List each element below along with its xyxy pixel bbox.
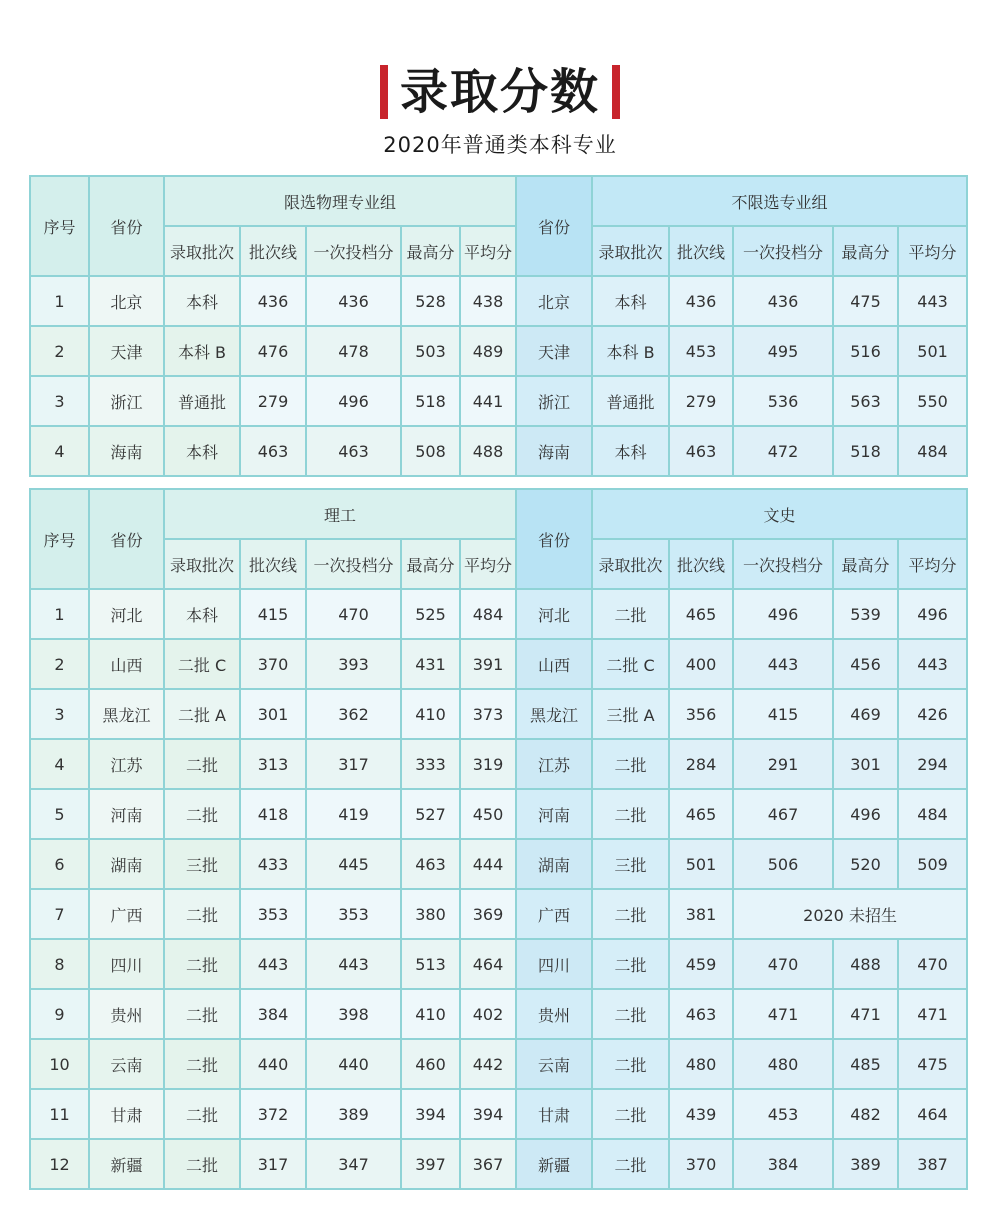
- cell-value: 317: [240, 1139, 306, 1189]
- header-left-col: 平均分: [460, 226, 516, 276]
- cell-value: 550: [898, 376, 967, 426]
- cell-value: 本科 B: [164, 326, 240, 376]
- cell-value: 478: [306, 326, 401, 376]
- cell-province: 广西: [516, 889, 592, 939]
- cell-value: 484: [898, 789, 967, 839]
- cell-province: 新疆: [89, 1139, 164, 1189]
- cell-value: 367: [460, 1139, 516, 1189]
- cell-province: 河北: [516, 589, 592, 639]
- cell-value: 513: [401, 939, 460, 989]
- cell-value: 三批: [164, 839, 240, 889]
- cell-value: 464: [460, 939, 516, 989]
- header-left-col: 批次线: [240, 226, 306, 276]
- cell-value: 三批: [592, 839, 669, 889]
- cell-value: 本科: [592, 276, 669, 326]
- cell-seq: 5: [30, 789, 89, 839]
- cell-province: 甘肃: [89, 1089, 164, 1139]
- cell-province: 浙江: [89, 376, 164, 426]
- cell-value: 389: [833, 1139, 898, 1189]
- cell-value: 二批: [592, 1089, 669, 1139]
- table-row: [30, 639, 967, 689]
- cell-value: 471: [833, 989, 898, 1039]
- cell-value: 284: [669, 739, 733, 789]
- header-row-group: [30, 489, 967, 539]
- cell-value: 444: [460, 839, 516, 889]
- title-bar-left: [380, 65, 388, 119]
- cell-seq: 2: [30, 326, 89, 376]
- header-right-col: 平均分: [898, 539, 967, 589]
- table-row: [30, 589, 967, 639]
- header-left-group: 理工: [164, 489, 516, 539]
- table-row: [30, 939, 967, 989]
- table-row: [30, 789, 967, 839]
- cell-value: 433: [240, 839, 306, 889]
- cell-value: 本科 B: [592, 326, 669, 376]
- cell-value: 二批: [164, 739, 240, 789]
- cell-value: 370: [240, 639, 306, 689]
- score-table-2: [29, 488, 968, 1190]
- cell-seq: 12: [30, 1139, 89, 1189]
- table-row: [30, 689, 967, 739]
- cell-value: 508: [401, 426, 460, 476]
- header-right-col: 录取批次: [592, 226, 669, 276]
- cell-value: 410: [401, 989, 460, 1039]
- cell-value: 518: [401, 376, 460, 426]
- cell-value: 279: [240, 376, 306, 426]
- cell-province: 甘肃: [516, 1089, 592, 1139]
- cell-value: 二批: [164, 1039, 240, 1089]
- table-row: [30, 1089, 967, 1139]
- cell-province: 天津: [516, 326, 592, 376]
- cell-seq: 1: [30, 276, 89, 326]
- header-row-group: [30, 176, 967, 226]
- cell-value: 380: [401, 889, 460, 939]
- cell-value: 536: [733, 376, 833, 426]
- cell-value: 373: [460, 689, 516, 739]
- header-left-col: 录取批次: [164, 226, 240, 276]
- cell-seq: 8: [30, 939, 89, 989]
- cell-value: 本科: [164, 426, 240, 476]
- header-right-col: 录取批次: [592, 539, 669, 589]
- cell-value: 464: [898, 1089, 967, 1139]
- cell-value: 472: [733, 426, 833, 476]
- cell-value: 418: [240, 789, 306, 839]
- cell-value: 463: [669, 426, 733, 476]
- score-table-2-body: [30, 489, 967, 1189]
- cell-value: 三批 A: [592, 689, 669, 739]
- header-left-group: 限选物理专业组: [164, 176, 516, 226]
- header-left-col: 平均分: [460, 539, 516, 589]
- cell-value: 301: [833, 739, 898, 789]
- table-row: [30, 889, 967, 939]
- cell-value: 二批: [592, 939, 669, 989]
- cell-value: 二批: [164, 789, 240, 839]
- cell-value: 381: [669, 889, 733, 939]
- header-province-right: 省份: [516, 489, 592, 589]
- cell-province: 山西: [89, 639, 164, 689]
- cell-value: 480: [669, 1039, 733, 1089]
- header-right-col: 批次线: [669, 539, 733, 589]
- cell-value: 439: [669, 1089, 733, 1139]
- table-row: [30, 376, 967, 426]
- cell-value: 387: [898, 1139, 967, 1189]
- cell-value: 484: [460, 589, 516, 639]
- cell-seq: 6: [30, 839, 89, 889]
- cell-value: 415: [240, 589, 306, 639]
- cell-value: 516: [833, 326, 898, 376]
- cell-value: 394: [401, 1089, 460, 1139]
- cell-value: 470: [898, 939, 967, 989]
- cell-value: 496: [306, 376, 401, 426]
- cell-value: 291: [733, 739, 833, 789]
- cell-province: 湖南: [89, 839, 164, 889]
- cell-province: 海南: [516, 426, 592, 476]
- cell-value: 二批: [164, 989, 240, 1039]
- cell-value: 二批: [164, 939, 240, 989]
- score-table-1: [29, 175, 968, 477]
- cell-value: 443: [306, 939, 401, 989]
- cell-value: 463: [240, 426, 306, 476]
- cell-value: 384: [240, 989, 306, 1039]
- title-bar-right: [612, 65, 620, 119]
- cell-value: 503: [401, 326, 460, 376]
- cell-value: 431: [401, 639, 460, 689]
- cell-province: 江苏: [516, 739, 592, 789]
- cell-value: 440: [240, 1039, 306, 1089]
- cell-seq: 10: [30, 1039, 89, 1089]
- cell-value: 389: [306, 1089, 401, 1139]
- cell-seq: 4: [30, 739, 89, 789]
- cell-value: 317: [306, 739, 401, 789]
- cell-value: 456: [833, 639, 898, 689]
- cell-value: 426: [898, 689, 967, 739]
- cell-value: 442: [460, 1039, 516, 1089]
- cell-value: 419: [306, 789, 401, 839]
- cell-value: 527: [401, 789, 460, 839]
- header-left-col: 录取批次: [164, 539, 240, 589]
- cell-value: 本科: [592, 426, 669, 476]
- cell-province: 新疆: [516, 1139, 592, 1189]
- cell-value: 485: [833, 1039, 898, 1089]
- header-seq: 序号: [30, 176, 89, 276]
- header-left-col: 批次线: [240, 539, 306, 589]
- cell-value: 353: [240, 889, 306, 939]
- cell-value: 469: [833, 689, 898, 739]
- cell-value: 465: [669, 789, 733, 839]
- cell-value: 391: [460, 639, 516, 689]
- cell-province: 河南: [89, 789, 164, 839]
- cell-value: 二批: [592, 1039, 669, 1089]
- cell-value: 440: [306, 1039, 401, 1089]
- cell-value: 501: [669, 839, 733, 889]
- cell-province: 云南: [89, 1039, 164, 1089]
- cell-value: 369: [460, 889, 516, 939]
- cell-value: 398: [306, 989, 401, 1039]
- cell-value: 279: [669, 376, 733, 426]
- cell-value: 二批 A: [164, 689, 240, 739]
- cell-value: 397: [401, 1139, 460, 1189]
- header-row-columns: [30, 539, 967, 589]
- page-subtitle: 2020年普通类本科专业: [383, 133, 617, 157]
- cell-value: 二批: [164, 889, 240, 939]
- cell-value: 319: [460, 739, 516, 789]
- header-right-group: 不限选专业组: [592, 176, 967, 226]
- header-right-col: 最高分: [833, 539, 898, 589]
- cell-value: 436: [733, 276, 833, 326]
- cell-value: 484: [898, 426, 967, 476]
- header-right-col: 一次投档分: [733, 226, 833, 276]
- header-left-col: 最高分: [401, 226, 460, 276]
- cell-value: 496: [733, 589, 833, 639]
- table-row: [30, 739, 967, 789]
- header-left-col: 一次投档分: [306, 226, 401, 276]
- cell-value: 476: [240, 326, 306, 376]
- cell-value: 471: [733, 989, 833, 1039]
- table-row: [30, 1039, 967, 1089]
- cell-value: 441: [460, 376, 516, 426]
- cell-province: 贵州: [516, 989, 592, 1039]
- cell-value: 410: [401, 689, 460, 739]
- cell-value: 301: [240, 689, 306, 739]
- cell-value: 二批 C: [592, 639, 669, 689]
- cell-value: 445: [306, 839, 401, 889]
- page-title: 录取分数: [399, 64, 600, 120]
- cell-value: 415: [733, 689, 833, 739]
- table-row: [30, 1139, 967, 1189]
- cell-value: 495: [733, 326, 833, 376]
- cell-value: 463: [669, 989, 733, 1039]
- cell-value: 二批: [592, 789, 669, 839]
- cell-value: 二批: [592, 739, 669, 789]
- cell-value: 501: [898, 326, 967, 376]
- cell-value: 普通批: [592, 376, 669, 426]
- cell-value: 443: [898, 639, 967, 689]
- cell-value: 347: [306, 1139, 401, 1189]
- cell-value: 482: [833, 1089, 898, 1139]
- cell-value: 459: [669, 939, 733, 989]
- cell-value: 525: [401, 589, 460, 639]
- cell-value: 496: [833, 789, 898, 839]
- cell-value: 443: [898, 276, 967, 326]
- cell-value: 本科: [164, 276, 240, 326]
- cell-value: 436: [306, 276, 401, 326]
- cell-value: 普通批: [164, 376, 240, 426]
- table-row: [30, 426, 967, 476]
- cell-value: 356: [669, 689, 733, 739]
- cell-value: 475: [833, 276, 898, 326]
- cell-value: 520: [833, 839, 898, 889]
- table-row: [30, 989, 967, 1039]
- cell-value: 518: [833, 426, 898, 476]
- cell-province: 江苏: [89, 739, 164, 789]
- cell-province: 黑龙江: [89, 689, 164, 739]
- cell-value: 362: [306, 689, 401, 739]
- header-province-left: 省份: [89, 489, 164, 589]
- cell-value: 384: [733, 1139, 833, 1189]
- cell-seq: 9: [30, 989, 89, 1039]
- score-table-1-body: [30, 176, 967, 476]
- cell-value: 488: [460, 426, 516, 476]
- cell-value: 496: [898, 589, 967, 639]
- cell-province: 贵州: [89, 989, 164, 1039]
- cell-value: 563: [833, 376, 898, 426]
- cell-value: 470: [306, 589, 401, 639]
- cell-value: 539: [833, 589, 898, 639]
- cell-province: 广西: [89, 889, 164, 939]
- cell-value: 470: [733, 939, 833, 989]
- cell-value: 443: [240, 939, 306, 989]
- title-line: [380, 62, 620, 122]
- cell-value: 443: [733, 639, 833, 689]
- cell-value: 463: [306, 426, 401, 476]
- title-block: [0, 62, 1000, 159]
- cell-value: 二批: [164, 1089, 240, 1139]
- cell-province: 四川: [89, 939, 164, 989]
- header-seq: 序号: [30, 489, 89, 589]
- cell-seq: 4: [30, 426, 89, 476]
- cell-province: 四川: [516, 939, 592, 989]
- header-province-right: 省份: [516, 176, 592, 276]
- header-right-col: 一次投档分: [733, 539, 833, 589]
- cell-value: 438: [460, 276, 516, 326]
- cell-value: 二批: [592, 889, 669, 939]
- cell-value: 二批: [592, 989, 669, 1039]
- header-right-col: 批次线: [669, 226, 733, 276]
- cell-seq: 2: [30, 639, 89, 689]
- cell-province: 河南: [516, 789, 592, 839]
- cell-seq: 11: [30, 1089, 89, 1139]
- header-left-col: 最高分: [401, 539, 460, 589]
- cell-province: 北京: [89, 276, 164, 326]
- cell-value: 370: [669, 1139, 733, 1189]
- cell-province: 海南: [89, 426, 164, 476]
- cell-value: 453: [669, 326, 733, 376]
- cell-value: 393: [306, 639, 401, 689]
- cell-value: 436: [669, 276, 733, 326]
- cell-value: 460: [401, 1039, 460, 1089]
- cell-province: 北京: [516, 276, 592, 326]
- cell-province: 河北: [89, 589, 164, 639]
- header-left-col: 一次投档分: [306, 539, 401, 589]
- cell-value: 294: [898, 739, 967, 789]
- table-row: [30, 326, 967, 376]
- header-row-columns: [30, 226, 967, 276]
- table-row: [30, 276, 967, 326]
- table-row: [30, 839, 967, 889]
- cell-value: 353: [306, 889, 401, 939]
- cell-seq: 7: [30, 889, 89, 939]
- cell-province: 湖南: [516, 839, 592, 889]
- header-right-col: 平均分: [898, 226, 967, 276]
- cell-value: 372: [240, 1089, 306, 1139]
- cell-value: 506: [733, 839, 833, 889]
- cell-seq: 3: [30, 689, 89, 739]
- cell-value: 450: [460, 789, 516, 839]
- cell-value: 528: [401, 276, 460, 326]
- header-right-group: 文史: [592, 489, 967, 539]
- cell-value: 333: [401, 739, 460, 789]
- cell-value: 509: [898, 839, 967, 889]
- cell-value: 467: [733, 789, 833, 839]
- cell-province: 云南: [516, 1039, 592, 1089]
- cell-province: 天津: [89, 326, 164, 376]
- cell-value: 488: [833, 939, 898, 989]
- cell-value: 475: [898, 1039, 967, 1089]
- cell-province: 黑龙江: [516, 689, 592, 739]
- cell-value: 394: [460, 1089, 516, 1139]
- cell-value: 402: [460, 989, 516, 1039]
- cell-value: 436: [240, 276, 306, 326]
- cell-value: 480: [733, 1039, 833, 1089]
- cell-province: 山西: [516, 639, 592, 689]
- cell-value: 489: [460, 326, 516, 376]
- cell-value: 453: [733, 1089, 833, 1139]
- cell-value: 二批: [592, 1139, 669, 1189]
- cell-seq: 3: [30, 376, 89, 426]
- cell-value: 二批: [592, 589, 669, 639]
- cell-value: 2020 未招生: [733, 889, 967, 939]
- header-right-col: 最高分: [833, 226, 898, 276]
- cell-value: 463: [401, 839, 460, 889]
- cell-seq: 1: [30, 589, 89, 639]
- header-province-left: 省份: [89, 176, 164, 276]
- cell-value: 313: [240, 739, 306, 789]
- cell-value: 二批: [164, 1139, 240, 1189]
- cell-value: 二批 C: [164, 639, 240, 689]
- cell-value: 本科: [164, 589, 240, 639]
- cell-value: 400: [669, 639, 733, 689]
- cell-value: 465: [669, 589, 733, 639]
- cell-value: 471: [898, 989, 967, 1039]
- cell-province: 浙江: [516, 376, 592, 426]
